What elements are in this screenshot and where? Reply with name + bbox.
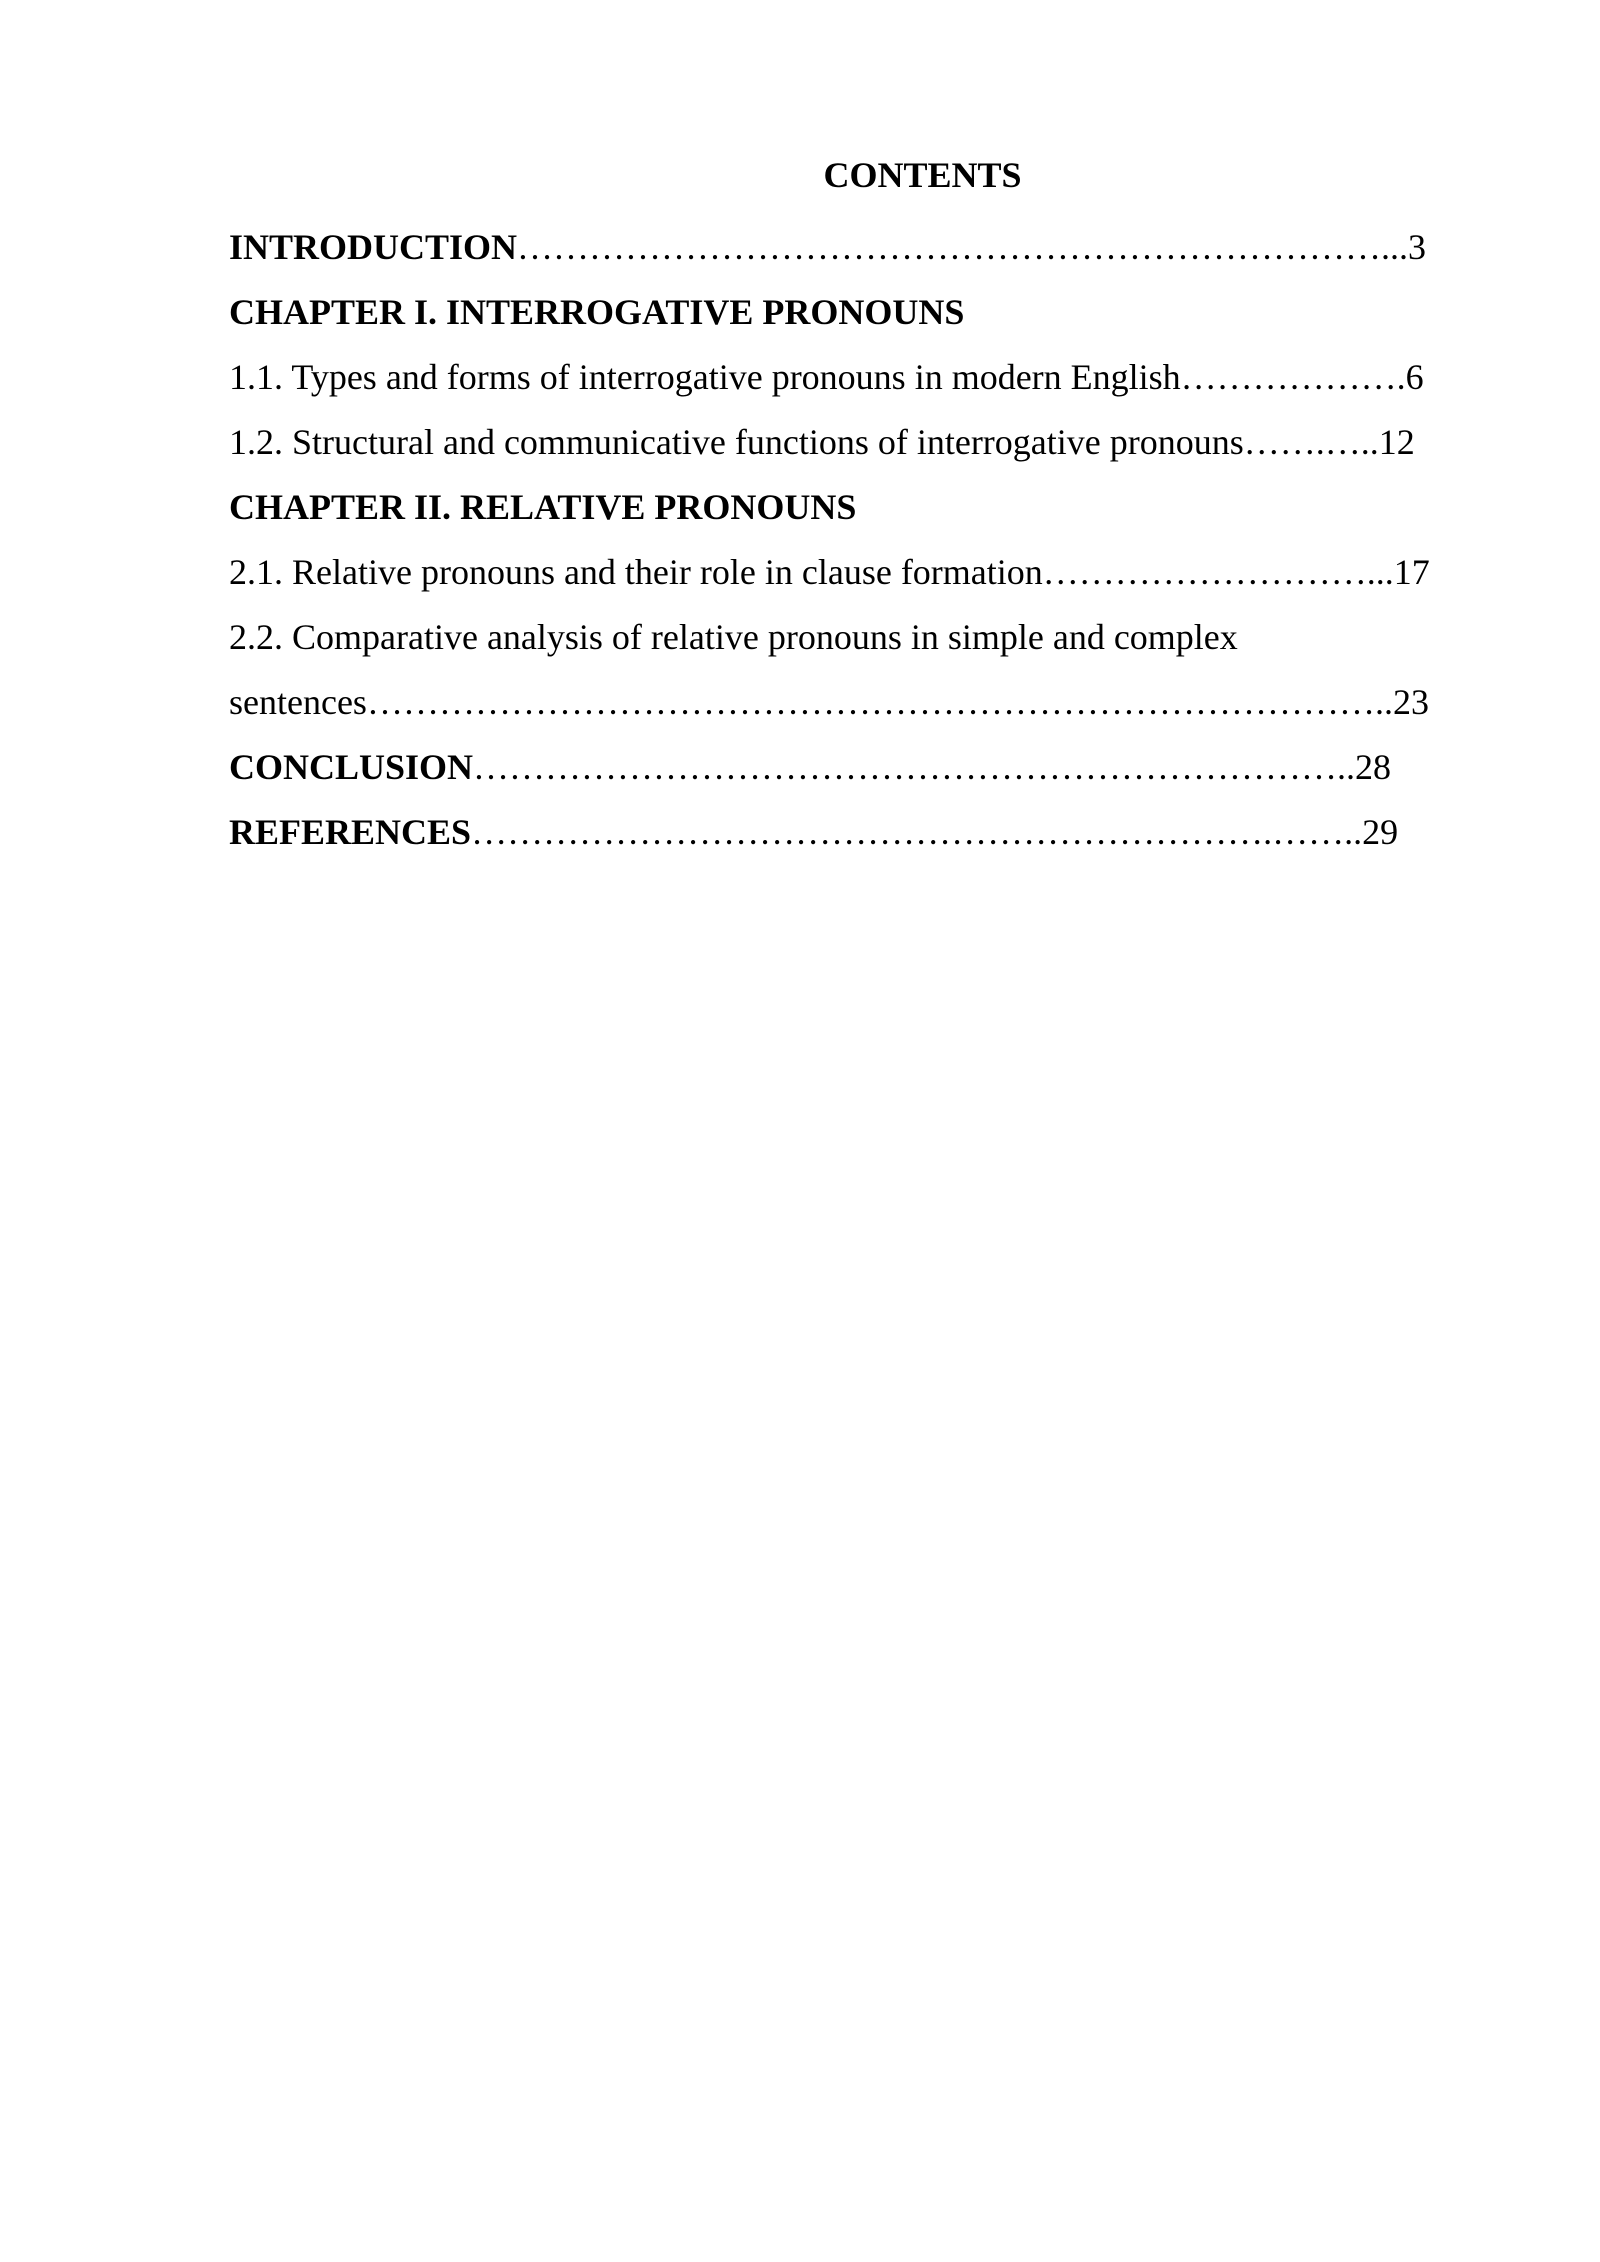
toc-entry-1-1 [229,345,1486,410]
toc-entry-leader: ………………………... [1042,552,1394,592]
toc-entry-page: 23 [1392,682,1429,722]
toc-entry-leader: ………………. [1180,357,1406,397]
toc-entry-leader: ………………………………………………………….…….. [471,812,1363,852]
toc-entry-label: INTRODUCTION [229,227,518,267]
toc-entry-page: 28 [1355,747,1392,787]
toc-entry-label: CHAPTER I. INTERROGATIVE PRONOUNS [229,292,965,332]
toc-entry-chapter-2 [229,475,1486,540]
toc-entry-leader: ………………………………………………………………………….. [366,682,1393,722]
toc-entry-2-2 [229,605,1486,670]
toc-entry-page: 12 [1378,422,1415,462]
toc-entry-label: CONCLUSION [229,747,474,787]
toc-entry-conclusion [229,735,1486,800]
toc-entry-label: 1.2. Structural and communicative functions of interrogative pronouns [229,422,1244,462]
toc-entry-label: CHAPTER II. RELATIVE PRONOUNS [229,487,857,527]
toc-entry-references [229,800,1486,865]
toc-entry-leader: ……………………………………………………………….. [473,747,1356,787]
toc-entry-leader: ………………………………………………………………... [517,227,1409,267]
toc-entry-2-1 [229,540,1486,605]
toc-entry-page: 3 [1408,227,1427,267]
table-of-contents [229,150,1486,865]
contents-title: CONTENTS [823,155,1022,195]
toc-entry-1-2 [229,410,1486,475]
toc-entry-introduction [229,215,1486,280]
toc-entry-chapter-1 [229,280,1486,345]
toc-entry-label: 2.2. Comparative analysis of relative pronouns in simple and complex [229,617,1238,657]
toc-entry-label: REFERENCES [229,812,472,852]
toc-entry-label: 1.1. Types and forms of interrogative pronouns in modern English [229,357,1181,397]
toc-entry-page: 6 [1405,357,1424,397]
toc-entry-leader: …….….. [1243,422,1379,462]
toc-entry-label: sentences [229,682,367,722]
toc-entry-page: 17 [1393,552,1430,592]
toc-entry-label: 2.1. Relative pronouns and their role in clause formation [229,552,1043,592]
toc-entry-page: 29 [1362,812,1399,852]
toc-entry-2-2-continued [229,670,1486,735]
